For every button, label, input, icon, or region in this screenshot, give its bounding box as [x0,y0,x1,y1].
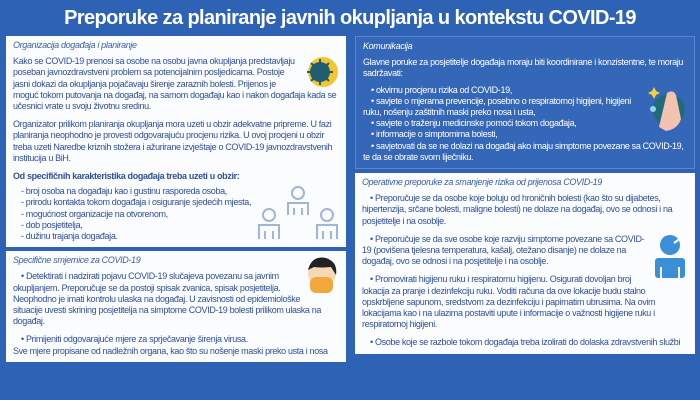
operational-recommendations-panel [355,173,695,354]
section-heading: Operativne preporuke za smanjenje rizika od prijenosa COVID-19 [362,177,602,188]
paragraph: • Detektirati i nadzirati pojavu COVID-19 slučajeva povezanu sa javnim okupljanjem. Preporučuje se da postoji spisak zvanica, spisak posjetitelja. Neophodno je imati kontrolu ulaska na događaj. U zavisnosti od epidemiološke situacije uvesti skrining posjetitelja na simptome COVID-19 bolesti prilikom ulaska na događaj. [13,271,322,327]
specific-guidelines-panel [6,251,346,362]
paragraph: • Osobe koje se razbole tokom događaja treba izolirati do dolaska zdravstvenih službi [370,337,681,348]
section-heading: Organizacija događaja i planiranje [13,40,137,50]
list-item: - mogućnost organizacije na otvorenom, [21,208,168,219]
list-item: • okvirnu procjenu rizika od COVID-19, [371,84,512,95]
communication-panel [355,36,695,169]
organization-panel [6,36,346,247]
paragraph: Od specifičnih karakteristika događaja treba uzeti u obzir: [13,171,240,182]
masked-person-icon [305,255,339,295]
virus-icon [305,56,339,88]
section-heading: Specifične smjernice za COVID-19 [13,255,141,266]
list-item: - dob posjetitelja, [21,219,83,230]
paragraph: • Preporučuje se da osobe koje boluju od hroničnih bolesti (kao što su dijabetes, hipertenzija, srčane bolesti, maligne bolesti) ne dolaze na događaj, ovo se odnosi i na posjetitelje i na osoblje. [362,193,673,226]
list-item: • informacije o simptomima bolesti, [371,129,498,140]
paragraph: Kako se COVID-19 prenosi sa osobe na osobu javna okupljanja predstavljaju poseban javnozdravstveni problem sa potencijalnim posljedicama. Postoje jasni dokazi da okupljanja pojačavaju širenje zaraznih bolesti. Prijenos je moguć tokom putovanja na događaj, na samom događaju kao i nakon događaja kada se učesnici vrate u svoju životnu sredinu. [13,56,337,112]
list-item: - dužinu trajanja događaja. [21,231,118,242]
section-heading: Komunikacija [363,41,413,51]
list-item: • savjete o mjerama prevencije, posebno o respiratornoj higijeni, higijeni ruku, nošenju zaštitnih maski preko nosa i usta, [363,95,631,118]
list-item: - broj osoba na događaju kao i gustinu rasporeda osoba, [21,186,227,197]
people-distance-icon [258,185,338,241]
paragraph: • Primijeniti odgovarajuće mjere za sprječavanje širenja virusa. [21,334,248,345]
paragraph: Glavne poruke za posjetitelje događaja moraju biti koordinirane i konzistentne, te moraju sadržavati: [363,57,684,79]
list-item: • savjete o traženju medicinske pomoći tokom događaja, [371,118,577,129]
paragraph: • Promovirati higijenu ruku i respiratornu higijenu. Osigurati dovoljan broj lokacija za pranje i dezinfekciju ruku. Voditi računa da ove lokacije budu stalno opskrbljene sapunom, sredstvom za dezinfekciju i papirnatim ubrusima. Na ovim lokacijama kao i na ulazima postaviti upute i informacije o važnosti higijene ruku i respiratornoj higijeni. [362,274,656,330]
page-title: Preporuke za planiranje javnih okupljanja u kontekstu COVID-19 [64,7,636,29]
list-item: • savjetovati da se ne dolazi na događaj ako imaju simptome povezane sa COVID-19, te da se obrate svom liječniku. [363,140,684,162]
sick-person-icon [652,234,688,278]
paragraph: Sve mjere propisane od nadležnih organa, kao što su nošenje maski preko usta i nosa [13,345,328,356]
handwashing-icon [647,85,687,135]
paragraph: Organizator prilikom planiranja okupljanja mora uzeti u obzir adekvatne pripreme. U fazi planiranja neophodno je provesti odgovarajuću procjenu rizika. U ovoj procjeni u obzir treba uzeti Naredbe kriznih stožera i ažurirane izvještaje o COVID-19 javnozdravstvenih institucija u BiH. [13,119,333,163]
list-item: - prirodu kontakta tokom događaja i osiguranje sjedećih mjesta, [21,197,252,208]
paragraph: • Preporučuje se da sve osobe koje razviju simptome povezane sa COVID-19 (povišena tjelesna temperatura, kašalj, otežano disanje) ne dolaze na događaj, ovo se odnosi i na posjetitelje i na osoblje. [362,233,645,267]
